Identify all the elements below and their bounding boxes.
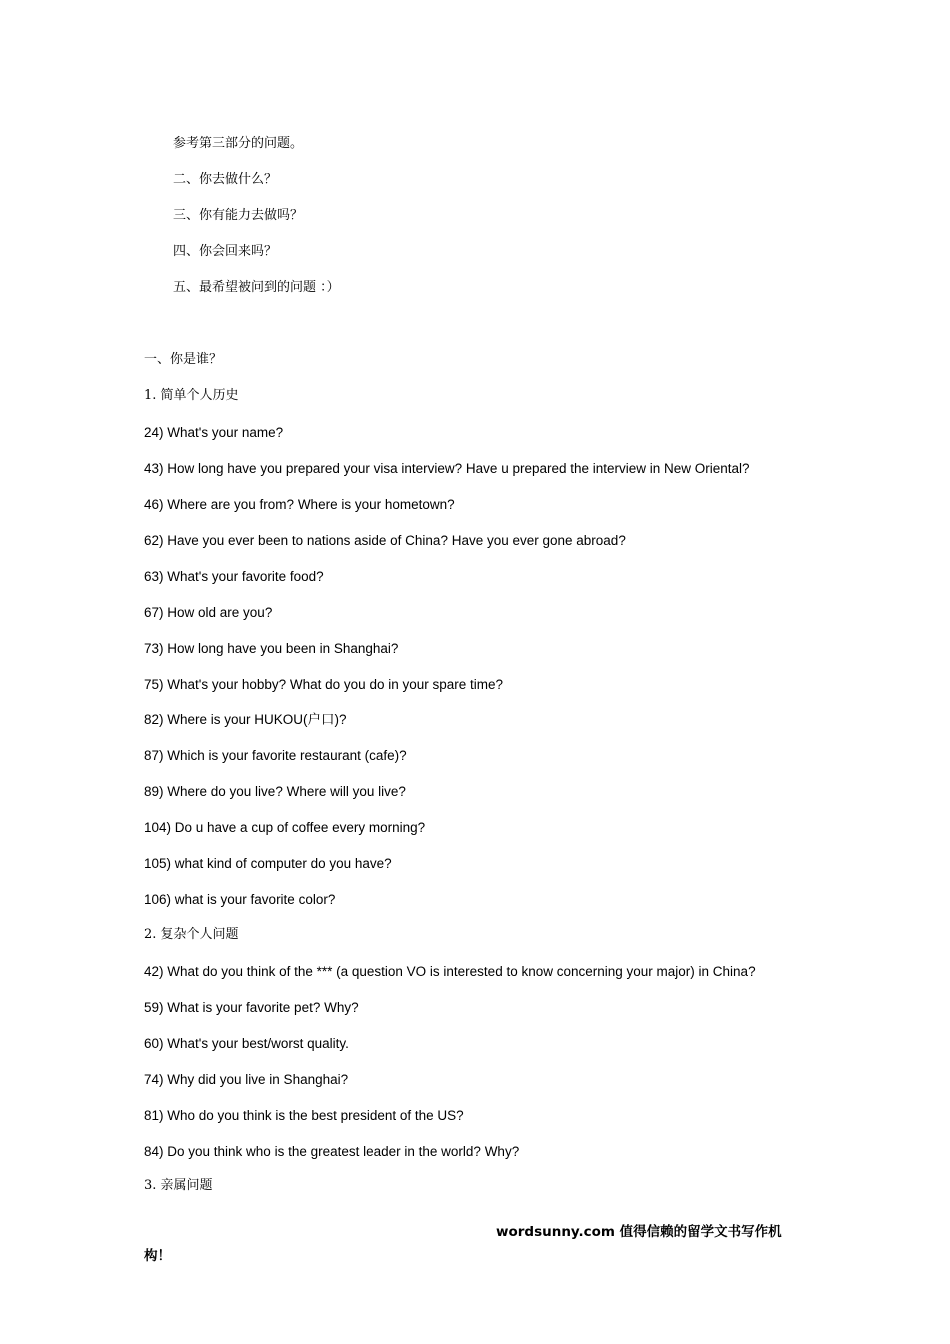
question-item: 73) How long have you been in Shanghai? — [144, 641, 399, 656]
footer-line-2: 构！ — [144, 1248, 171, 1264]
question-item: 75) What's your hobby? What do you do in your spare time? — [144, 677, 504, 692]
intro-line-5: 五、最希望被问到的问题 ：） — [173, 280, 340, 295]
intro-line-3: 三、你有能力去做吗？ — [173, 208, 304, 223]
question-item: 84) Do you think who is the greatest leader in the world? Why? — [144, 1144, 520, 1159]
question-item: 82) Where is your HUKOU(户口)? — [144, 712, 347, 727]
question-item: 81) Who do you think is the best president of the US? — [144, 1108, 464, 1123]
subsection-title-3: 3. 亲属问题 — [144, 1178, 213, 1193]
subsection-title-2: 2. 复杂个人问题 — [144, 927, 239, 942]
question-item: 104) Do u have a cup of coffee every morning? — [144, 820, 426, 835]
question-item: 42) What do you think of the *** (a question VO is interested to know concerning your major) in China? — [144, 964, 756, 979]
question-item: 89) Where do you live? Where will you live? — [144, 784, 406, 799]
intro-line-4: 四、你会回来吗？ — [173, 244, 278, 259]
question-item: 105) what kind of computer do you have? — [144, 856, 392, 871]
question-item: 67) How old are you? — [144, 605, 273, 620]
question-item: 24) What's your name? — [144, 425, 284, 440]
question-item: 43) How long have you prepared your visa interview? Have u prepared the interview in New Oriental? — [144, 461, 750, 476]
intro-line-2: 二、你去做什么？ — [173, 172, 278, 187]
question-item: 87) Which is your favorite restaurant (cafe)? — [144, 748, 407, 763]
question-item: 59) What is your favorite pet? Why? — [144, 1000, 359, 1015]
footer-line-1: wordsunny.com 值得信赖的留学文书写作机 — [496, 1224, 782, 1240]
intro-line-1: 参考第三部分的问题。 — [173, 136, 304, 151]
question-item: 46) Where are you from? Where is your hometown? — [144, 497, 455, 512]
question-item: 74) Why did you live in Shanghai? — [144, 1072, 349, 1087]
subsection-title-1: 1. 简单个人历史 — [144, 388, 239, 403]
question-item: 62) Have you ever been to nations aside of China? Have you ever gone abroad? — [144, 533, 626, 548]
section-title: 一、你是谁？ — [144, 352, 223, 367]
question-item: 60) What's your best/worst quality. — [144, 1036, 349, 1051]
question-item: 63) What's your favorite food? — [144, 569, 324, 584]
question-item: 106) what is your favorite color? — [144, 892, 336, 907]
